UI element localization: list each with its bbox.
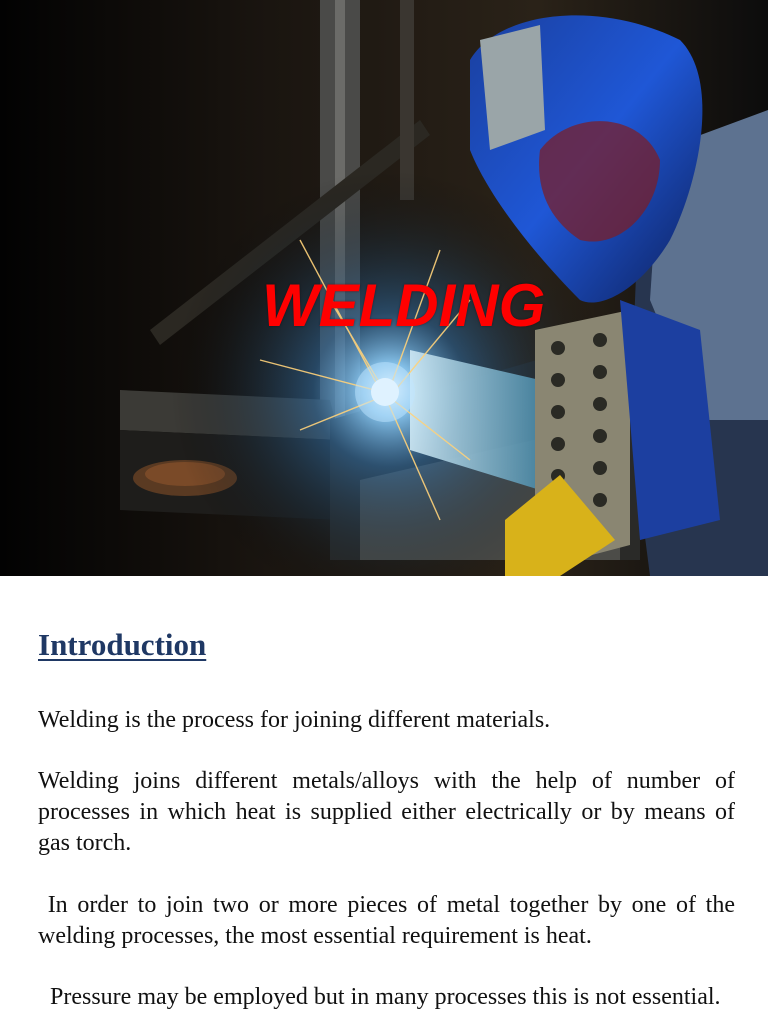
paragraph-4: Pressure may be employed but in many processes this is not essential. [38,984,721,1010]
paragraph-1: Welding is the process for joining different materials. [38,707,551,733]
paragraph-2: Welding joins different metals/alloys with the help of number of processes in which heat is supplied either electrically or by means of gas torch. [38,768,735,856]
paragraph-3: In order to join two or more pieces of metal together by one of the welding processes, the most essential requirement is heat. [38,892,741,949]
introduction-heading: Introduction [38,627,207,662]
banner-title: WELDING [262,272,546,339]
